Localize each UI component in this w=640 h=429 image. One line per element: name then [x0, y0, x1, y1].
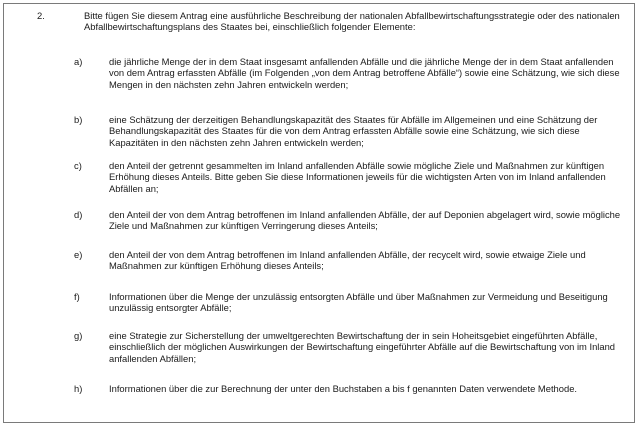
item-letter: g): [74, 330, 83, 341]
section-intro: Bitte fügen Sie diesem Antrag eine ausführliche Beschreibung der nationalen Abfallbewirtschaftungsstrategie oder des nationalen Abfallbewirtschaftungsplans des Staates bei, einschließlich folgender Elemente:: [84, 10, 620, 33]
item-letter: c): [74, 160, 82, 171]
item-text: Informationen über die zur Berechnung der unter den Buchstaben a bis f genannten Daten verwendete Methode.: [109, 383, 578, 394]
item-text: den Anteil der von dem Antrag betroffenen im Inland anfallenden Abfälle, der recycelt wird, sowie etwaige Ziele und Maßnahmen zur künftigen Erhöhung dieses Anteils;: [109, 249, 586, 272]
item-letter: a): [74, 56, 83, 67]
item-letter: d): [74, 209, 83, 220]
item-text: den Anteil der von dem Antrag betroffenen im Inland anfallenden Abfälle, der auf Deponien abgelagert wird, sowie mögliche Ziele und Maßnahmen zur künftigen Verringerung dieses Anteils;: [109, 209, 621, 232]
item-text: eine Strategie zur Sicherstellung der umweltgerechten Bewirtschaftung der in sein Hoheitsgebiet eingeführten Abfälle, einschließlich der möglichen Auswirkungen der Bewirtschaftung eingeführter Abfälle auf die Bewirtschaftung von im Inland anfallenden Abfällen;: [109, 330, 616, 364]
item-text: Informationen über die Menge der unzulässig entsorgten Abfälle und über Maßnahmen zur Vermeidung und Beseitigung unzulässig entsorgter Abfälle;: [109, 291, 608, 314]
item-text: die jährliche Menge der in dem Staat insgesamt anfallenden Abfälle und die jährliche Menge der in dem Staat anfallenden von dem Antrag erfassten Abfälle (im Folgenden „von dem Antrag betroffene Abfälle“) sowie eine Schätzung, wie sich diese Mengen in den nächsten zehn Jahren entwickeln werden;: [109, 56, 620, 90]
item-text: den Anteil der getrennt gesammelten im Inland anfallenden Abfälle sowie mögliche Ziele und Maßnahmen zur künftigen Erhöhung dieses Anteils. Bitte geben Sie diese Informationen jeweils für die wichtigsten Arten von im Inland anfallenden Abfällen an;: [109, 160, 606, 194]
item-letter: b): [74, 114, 83, 125]
item-letter: h): [74, 383, 83, 394]
item-text: eine Schätzung der derzeitigen Behandlungskapazität des Staates für Abfälle im Allgemeinen und eine Schätzung der Behandlungskapazität des Staates für die von dem Antrag erfassten Abfälle sowie eine Schätzung, wie sich diese Kapazitäten in den nächsten zehn Jahren entwickeln werden;: [109, 114, 598, 148]
section-number: 2.: [37, 10, 45, 21]
item-letter: f): [74, 291, 80, 302]
document-frame: [3, 3, 635, 423]
item-letter: e): [74, 249, 83, 260]
